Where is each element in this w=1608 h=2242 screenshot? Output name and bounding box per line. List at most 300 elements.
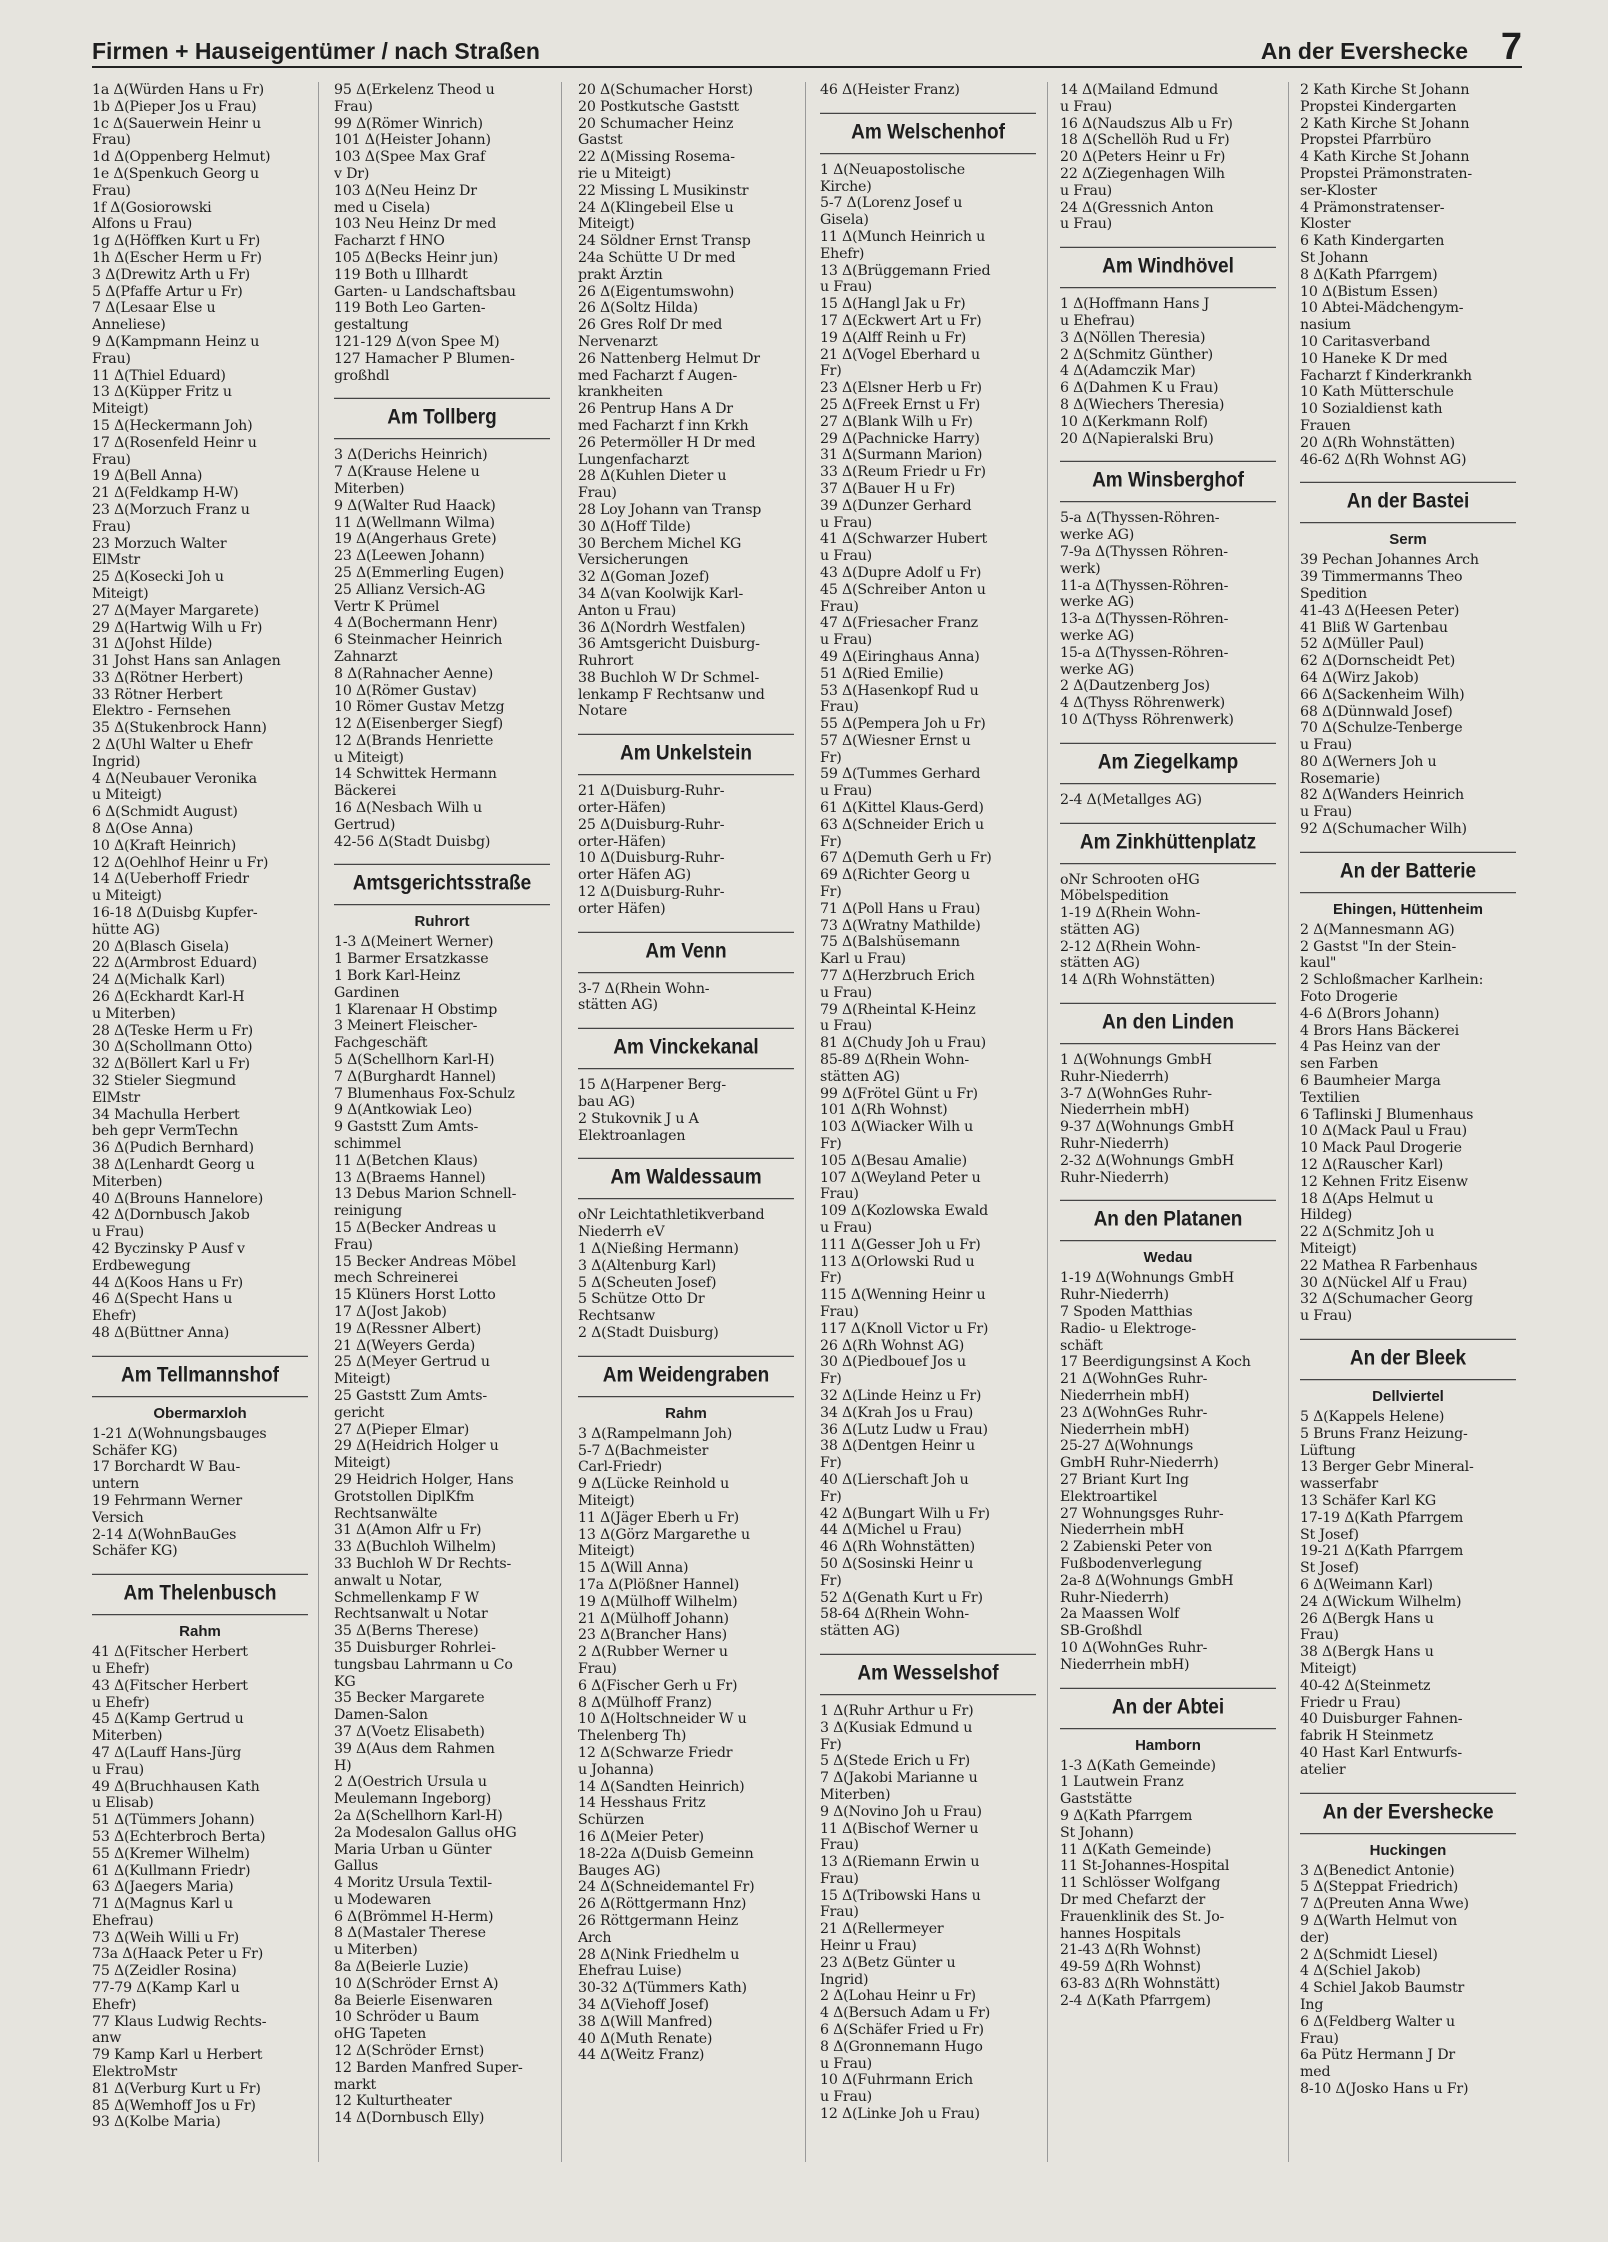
entry-line: 30 Δ(Piedbouef Jos u: [820, 1354, 966, 1371]
entry-line: 41 Δ(Schwarzer Hubert: [820, 531, 987, 548]
entry-line: 80 Δ(Werners Joh u: [1300, 753, 1437, 770]
entry-line: 23 Δ(Brancher Hans): [578, 1627, 727, 1644]
entry-line: Ehefr): [820, 245, 865, 262]
entry-line: 9 Δ(Warth Helmut von: [1300, 1912, 1458, 1929]
entry-line: 1 Δ(Wohnungs GmbH: [1060, 1052, 1212, 1069]
entry-line: Ruhr-Niederrh): [1060, 1287, 1169, 1304]
entry-line: 24 Δ(Gressnich Anton: [1060, 199, 1214, 216]
entry-line: u Frau): [1300, 737, 1353, 754]
entry-line: 12 Kulturtheater: [334, 2093, 452, 2110]
entry-line: 37 Δ(Bauer H u Fr): [820, 480, 956, 497]
entry-line: 19 Δ(Ressner Albert): [334, 1320, 482, 1337]
entry-line: 109 Δ(Kozlowska Ewald: [820, 1203, 989, 1220]
entry-line: 33 Δ(Rötner Herbert): [92, 669, 244, 686]
column-divider: [805, 82, 806, 2162]
entry-line: 10 Römer Gustav Metzg: [334, 699, 505, 716]
entry-line: 8-10 Δ(Josko Hans u Fr): [1300, 2080, 1469, 2097]
entry-line: 17-19 Δ(Kath Pfarrgem: [1300, 1509, 1464, 1526]
entry-line: 26 Δ(Eckhardt Karl-H: [92, 989, 245, 1006]
entry-line: 50 Δ(Sosinski Heinr u: [820, 1555, 974, 1572]
entry-line: 1-19 Δ(Wohnungs GmbH: [1060, 1270, 1234, 1287]
entry-line: 1d Δ(Oppenberg Helmut): [92, 149, 271, 166]
entry-line: 10 Δ(Kerkmann Rolf): [1060, 413, 1208, 430]
entry-line: 32 Stieler Siegmund: [92, 1073, 236, 1090]
entry-line: Fr): [820, 749, 842, 766]
entry-line: 4 Δ(Adamczik Mar): [1060, 363, 1196, 380]
entry-line: 2 Schloßmacher Karlhein:: [1300, 972, 1484, 989]
entry-line: 1c Δ(Sauerwein Heinr u: [92, 115, 261, 132]
entry-line: 25 Allianz Versich-AG: [334, 581, 486, 598]
entry-line: 2a Modesalon Gallus oHG: [334, 1824, 517, 1841]
entry-line: 33 Rötner Herbert: [92, 686, 223, 703]
entry-line: 11 Δ(Wellmann Wilma): [334, 514, 495, 531]
entry-line: 46 Δ(Specht Hans u: [92, 1291, 233, 1308]
entry-line: 35 Δ(Berns Therese): [334, 1623, 479, 1640]
entry-line: 11 Schlösser Wolfgang: [1060, 1875, 1221, 1892]
entry-line: 10 Δ(Kraft Heinrich): [92, 837, 237, 854]
entry-line: 14 Δ(Mailand Edmund: [1060, 82, 1219, 98]
entry-line: Frau): [1300, 2030, 1339, 2047]
entry-line: 1-21 Δ(Wohnungsbauges: [92, 1425, 267, 1442]
entry-line: 6 Steinmacher Heinrich: [334, 632, 503, 649]
entry-line: 77 Δ(Herzbruch Erich: [820, 968, 975, 985]
entry-line: Miterben): [92, 1173, 163, 1190]
street-heading: An der Bleek: [1300, 1339, 1516, 1380]
entry-line: 25 Δ(Emmerling Eugen): [334, 564, 505, 581]
entry-line: 22 Δ(Schmitz Joh u: [1300, 1224, 1435, 1241]
entry-line: Maria Urban u Günter: [334, 1841, 492, 1858]
entry-line: reinigung: [334, 1203, 403, 1220]
entry-line: werke AG): [1060, 527, 1135, 544]
entry-line: 75 Δ(Balshüsemann: [820, 934, 960, 951]
column-divider: [561, 82, 562, 2162]
column-divider: [318, 82, 319, 2162]
entry-line: 5 Δ(Pfaffe Artur u Fr): [92, 283, 243, 300]
entry-line: 23 Δ(Morzuch Franz u: [92, 501, 250, 518]
entry-line: fabrik H Steinmetz: [1300, 1728, 1434, 1745]
entry-line: Miterben): [92, 1728, 163, 1745]
entry-line: 93 Δ(Kolbe Maria): [92, 2114, 221, 2131]
entry-line: 10 Abtei-Mädchengym-: [1300, 300, 1464, 317]
entry-line: der): [1300, 1929, 1329, 1946]
entry-line: 47 Δ(Lauff Hans-Jürg: [92, 1744, 242, 1761]
entry-line: mech Schreinerei: [334, 1270, 459, 1287]
entry-line: 2-12 Δ(Rhein Wohn-: [1060, 938, 1201, 955]
entry-line: ElMstr: [92, 1089, 140, 1106]
entry-line: 32 Δ(Böllert Karl u Fr): [92, 1056, 250, 1073]
entry-line: u Miteigt): [92, 888, 162, 905]
entry-line: 2 Δ(Rubber Werner u: [578, 1644, 728, 1661]
entry-line: beh gepr VermTechn: [92, 1123, 238, 1140]
entry-line: 21-43 Δ(Rh Wohnst): [1060, 1942, 1201, 1959]
entry-line: 3 Δ(Altenburg Karl): [578, 1257, 717, 1274]
entry-line: 42 Δ(Dornbusch Jakob: [92, 1207, 250, 1224]
entry-line: 2-4 Δ(Metallges AG): [1060, 791, 1202, 808]
entry-line: 18 Δ(Aps Helmut u: [1300, 1190, 1434, 1207]
entry-line: Bauges AG): [578, 1862, 661, 1879]
entry-line: u Miterben): [334, 1942, 418, 1959]
entry-line: oNr Leichtathletikverband: [578, 1207, 765, 1224]
entry-line: 6 Δ(Dahmen K u Frau): [1060, 380, 1219, 397]
entry-line: 2 Δ(Mannesmann AG): [1300, 921, 1455, 938]
entry-line: Bäckerei: [334, 783, 396, 800]
entry-line: 14 Hesshaus Fritz: [578, 1795, 706, 1812]
entry-line: 40 Duisburger Fahnen-: [1300, 1711, 1463, 1728]
entry-line: 40 Hast Karl Entwurfs-: [1300, 1744, 1462, 1761]
entry-line: 61 Δ(Kullmann Friedr): [92, 1862, 251, 1879]
column-4: [820, 82, 1036, 2222]
entry-line: 14 Schwittek Hermann: [334, 766, 497, 783]
entry-line: Gertrud): [334, 816, 396, 833]
entry-line: 1e Δ(Spenkuch Georg u: [92, 165, 259, 182]
entry-line: 1-3 Δ(Meinert Werner): [334, 934, 494, 951]
entry-line: Ing: [1300, 1996, 1324, 2013]
entry-line: anw: [92, 2030, 122, 2047]
entry-line: 34 Δ(van Koolwijk Karl-: [578, 585, 744, 602]
entry-line: 15-a Δ(Thyssen-Röhren-: [1060, 644, 1229, 661]
entry-line: 36 Amtsgericht Duisburg-: [578, 636, 760, 653]
entry-line: 61 Δ(Kittel Klaus-Gerd): [820, 800, 984, 817]
entry-line: 44 Δ(Koos Hans u Fr): [92, 1274, 244, 1291]
entry-line: u Frau): [1060, 182, 1113, 199]
entry-line: 3 Δ(Derichs Heinrich): [334, 447, 488, 464]
entry-line: 24 Δ(Klingebeil Else u: [578, 199, 734, 216]
entry-line: 26 Δ(Soltz Hilda): [578, 300, 698, 317]
entry-line: 26 Petermöller H Dr med: [578, 434, 756, 451]
entry-line: stätten AG): [1060, 921, 1140, 938]
entry-line: 30 Δ(Nückel Alf u Frau): [1300, 1274, 1468, 1291]
entry-line: 2 Kath Kirche St Johann: [1300, 115, 1470, 132]
entry-line: Ehefrau): [92, 1912, 154, 1929]
entry-line: 20 Δ(Rh Wohnstätten): [1300, 434, 1456, 451]
entry-line: 3 Δ(Kusiak Edmund u: [820, 1719, 973, 1736]
entry-line: Frau): [92, 451, 131, 468]
entry-line: 29 Δ(Heidrich Holger u: [334, 1438, 499, 1455]
entry-line: Schürzen: [578, 1812, 645, 1829]
entry-line: med Facharzt f inn Krkh: [578, 417, 749, 434]
street-heading: An der Batterie: [1300, 852, 1516, 893]
street-heading: Am Winsberghof: [1060, 461, 1276, 502]
street-heading: Am Tellmannshof: [92, 1356, 308, 1397]
entry-line: 4 Δ(Neubauer Veronika: [92, 770, 257, 787]
entry-line: 119 Both Leo Garten-: [334, 300, 486, 317]
entry-line: med u Cisela): [334, 199, 431, 216]
entry-line: Frau): [334, 1236, 373, 1253]
entry-line: Gaststätte: [1060, 1791, 1133, 1808]
entry-line: 12 Barden Manfred Super-: [334, 2059, 523, 2076]
entry-line: Anton u Frau): [578, 602, 677, 619]
entry-line: 7 Δ(Burghardt Hannel): [334, 1068, 496, 1085]
entry-line: 1 Klarenaar H Obstimp: [334, 1001, 498, 1018]
entry-line: 7 Blumenhaus Fox-Schulz: [334, 1085, 515, 1102]
entry-line: 23 Δ(Leewen Johann): [334, 548, 485, 565]
entry-line: 26 Δ(Rh Wohnst AG): [820, 1337, 965, 1354]
entry-line: Fr): [820, 884, 842, 901]
entry-line: Lüftung: [1300, 1442, 1356, 1459]
entry-line: 79 Kamp Karl u Herbert: [92, 2047, 263, 2064]
entry-line: Grotstollen DiplKfm: [334, 1488, 475, 1505]
column-3: [578, 82, 794, 2222]
entry-line: 21 Δ(Mülhoff Johann): [578, 1610, 729, 1627]
entry-line: 1 Barmer Ersatzkasse: [334, 951, 489, 968]
entry-line: 31 Johst Hans san Anlagen: [92, 653, 281, 670]
entry-line: 36 Δ(Pudich Bernhard): [92, 1140, 254, 1157]
entry-line: werk): [1060, 560, 1101, 577]
entry-line: 17 Δ(Jost Jakob): [334, 1304, 447, 1320]
entry-line: Frau): [820, 699, 859, 716]
entry-line: 38 Δ(Will Manfred): [578, 2013, 713, 2030]
entry-line: ser-Kloster: [1300, 182, 1377, 199]
entry-line: werke AG): [1060, 627, 1135, 644]
entry-line: 12 Δ(Linke Joh u Frau): [820, 2106, 980, 2123]
entry-line: Gallus: [334, 1858, 379, 1875]
district-subheading: Rahm: [179, 1623, 221, 1641]
entry-line: 21 Δ(Duisburg-Ruhr-: [578, 783, 725, 800]
entry-line: Fr): [820, 1371, 842, 1388]
entry-line: Garten- u Landschaftsbau: [334, 283, 516, 300]
entry-line: 3 Δ(Nöllen Theresia): [1060, 329, 1206, 346]
entry-line: Miterben): [820, 1786, 891, 1803]
entry-line: 5 Δ(Kappels Helene): [1300, 1409, 1445, 1425]
entry-line: 24 Δ(Schneidemantel Fr): [578, 1879, 755, 1896]
entry-line: 24 Δ(Michalk Karl): [92, 972, 225, 989]
entry-line: Rechtsanw: [578, 1308, 656, 1325]
entry-line: H): [334, 1757, 352, 1774]
entry-line: 30-32 Δ(Tümmers Kath): [578, 1980, 747, 1997]
entry-line: u Johanna): [578, 1761, 654, 1778]
entry-line: Frau): [334, 98, 373, 115]
entry-line: 2 Δ(Schmitz Günther): [1060, 346, 1213, 363]
entry-line: Frau): [578, 1660, 617, 1677]
entry-line: u Elisab): [92, 1795, 154, 1812]
entry-line: 43 Δ(Dupre Adolf u Fr): [820, 564, 982, 581]
header-rule: [92, 66, 1522, 68]
entry-line: Fr): [820, 1572, 842, 1589]
entry-line: Vertr K Prümel: [334, 598, 440, 615]
entry-line: Fr): [820, 1270, 842, 1287]
entry-line: 10 Kath Mütterschule: [1300, 384, 1454, 401]
entry-line: 39 Pechan Johannes Arch: [1300, 552, 1479, 569]
entry-line: Gardinen: [334, 984, 400, 1001]
entry-line: Ingrid): [820, 1971, 869, 1988]
entry-line: 20 Δ(Peters Heinr u Fr): [1060, 149, 1226, 166]
entry-line: Propstei Pfarrbüro: [1300, 132, 1432, 149]
entry-line: Elektroartikel: [1060, 1488, 1158, 1505]
entry-line: Propstei Prämonstraten-: [1300, 165, 1472, 182]
entry-line: sen Farben: [1300, 1056, 1379, 1073]
entry-line: 63-83 Δ(Rh Wohnstätt): [1060, 1975, 1221, 1992]
entry-line: gestaltung: [334, 317, 409, 334]
entry-line: Miteigt): [578, 1543, 635, 1560]
entry-line: 107 Δ(Weyland Peter u: [820, 1169, 981, 1186]
entry-line: 11 Δ(Betchen Klaus): [334, 1152, 478, 1169]
entry-line: 13 Berger Gebr Mineral-: [1300, 1459, 1474, 1476]
entry-line: prakt Ärztin: [578, 266, 663, 283]
entry-line: 6 Δ(Feldberg Walter u: [1300, 2013, 1455, 2030]
entry-line: 111 Δ(Gesser Joh u Fr): [820, 1236, 981, 1253]
entry-line: 26 Gres Rolf Dr med: [578, 317, 723, 334]
entry-line: 8 Δ(Mastaler Therese: [334, 1925, 486, 1942]
entry-line: 20 Δ(Napieralski Bru): [1060, 430, 1214, 447]
entry-line: 24 Söldner Ernst Transp: [578, 233, 751, 250]
entry-line: hütte AG): [92, 921, 160, 938]
street-heading: An der Abtei: [1060, 1687, 1276, 1728]
entry-line: 38 Δ(Bergk Hans u: [1300, 1644, 1434, 1661]
entry-line: 31 Δ(Surmann Marion): [820, 447, 983, 464]
entry-line: Miteigt): [334, 1371, 391, 1388]
entry-line: ElektroMstr: [92, 2064, 178, 2081]
entry-line: 117 Δ(Knoll Victor u Fr): [820, 1320, 989, 1337]
entry-line: 4-6 Δ(Brors Johann): [1300, 1005, 1440, 1022]
entry-line: 14 Δ(Rh Wohnstätten): [1060, 972, 1216, 989]
entry-line: 16 Δ(Naudszus Alb u Fr): [1060, 115, 1233, 132]
entry-line: 38 Δ(Lenhardt Georg u: [92, 1157, 255, 1173]
entry-line: 8 Δ(Wiechers Theresia): [1060, 396, 1225, 413]
entry-line: Lungenfacharzt: [578, 451, 689, 468]
entry-line: 4 Δ(Thyss Röhrenwerk): [1060, 695, 1225, 712]
entry-line: u Miterben): [92, 1005, 176, 1022]
entry-line: 24a Schütte U Dr med: [578, 249, 736, 266]
entry-line: u Ehefr): [92, 1660, 150, 1677]
entry-line: 5 Δ(Scheuten Josef): [578, 1274, 717, 1291]
entry-line: 82 Δ(Wanders Heinrich: [1300, 787, 1464, 804]
entry-line: St Johann: [1300, 249, 1369, 266]
entry-line: 95 Δ(Erkelenz Theod u: [334, 82, 495, 98]
entry-line: 11 St-Johannes-Hospital: [1060, 1858, 1230, 1875]
entry-line: Dr med Chefarzt der: [1060, 1891, 1206, 1908]
entry-line: Miteigt): [92, 585, 149, 602]
entry-line: stätten AG): [578, 997, 658, 1014]
entry-line: 1 Lautwein Franz: [1060, 1774, 1184, 1791]
entry-line: 19 Δ(Angerhaus Grete): [334, 531, 497, 548]
entry-line: 4 Pas Heinz van der: [1300, 1039, 1440, 1056]
entry-line: 23 Δ(Elsner Herb u Fr): [820, 380, 982, 397]
entry-line: atelier: [1300, 1761, 1346, 1778]
entry-line: 31 Δ(Johst Hilde): [92, 636, 213, 653]
entry-line: 8a Δ(Beierle Luzie): [334, 1959, 469, 1976]
entry-line: 101 Δ(Rh Wohnst): [820, 1102, 948, 1119]
entry-line: Notare: [578, 703, 628, 720]
entry-line: SB-Großhdl: [1060, 1623, 1143, 1640]
entry-line: 4 Δ(Bochermann Henr): [334, 615, 498, 632]
entry-line: 7 Spoden Matthias: [1060, 1304, 1193, 1321]
entry-line: 43 Δ(Fitscher Herbert: [92, 1677, 248, 1694]
entry-line: 46 Δ(Heister Franz): [820, 82, 960, 98]
entry-line: 36 Δ(Lutz Ludw u Frau): [820, 1421, 988, 1438]
entry-line: Versicherungen: [578, 552, 689, 569]
entry-line: 12 Δ(Brands Henriette: [334, 732, 494, 749]
entry-line: 2-14 Δ(WohnBauGes: [92, 1526, 237, 1543]
entry-line: 7 Δ(Krause Helene u: [334, 464, 480, 481]
entry-line: 9 Δ(Kampmann Heinz u: [92, 333, 260, 350]
entry-line: 22 Mathea R Farbenhaus: [1300, 1257, 1478, 1274]
entry-line: Miteigt): [1300, 1241, 1357, 1258]
entry-line: 75 Δ(Zeidler Rosina): [92, 1963, 237, 1980]
entry-line: 13 Δ(Görz Margarethe u: [578, 1526, 750, 1543]
street-heading: Am Weidengraben: [578, 1356, 794, 1397]
entry-line: 8 Δ(Ose Anna): [92, 821, 194, 838]
entry-line: KG: [334, 1673, 356, 1690]
entry-line: 53 Δ(Hasenkopf Rud u: [820, 682, 979, 699]
entry-line: 20 Δ(Schumacher Horst): [578, 82, 753, 98]
entry-line: Nervenarzt: [578, 333, 658, 350]
entry-line: Thelenberg Th): [578, 1728, 687, 1745]
entry-line: 64 Δ(Wirz Jakob): [1300, 669, 1419, 686]
district-subheading: Ruhrort: [414, 913, 470, 931]
entry-line: 33 Δ(Reum Friedr u Fr): [820, 464, 986, 481]
entry-line: 17a Δ(Plößner Hannel): [578, 1576, 740, 1593]
entry-line: 69 Δ(Richter Georg u: [820, 867, 970, 884]
entry-line: 25-27 Δ(Wohnungs: [1060, 1438, 1194, 1455]
entry-line: Frau): [578, 485, 617, 502]
entry-line: 28 Loy Johann van Transp: [578, 501, 762, 518]
entry-line: 11 Δ(Thiel Eduard): [92, 367, 226, 384]
district-subheading: Ehingen, Hüttenheim: [1333, 900, 1483, 918]
entry-line: Versich: [92, 1509, 144, 1526]
entry-line: 27 Δ(Pieper Elmar): [334, 1421, 470, 1438]
entry-line: 10 Δ(Schröder Ernst A): [334, 1975, 499, 1992]
entry-line: Spedition: [1300, 585, 1367, 602]
entry-line: Elektro - Fernsehen: [92, 703, 231, 720]
entry-line: u Frau): [820, 2089, 873, 2106]
entry-line: 14 Δ(Ueberhoff Friedr: [92, 871, 249, 888]
entry-line: med: [1300, 2064, 1331, 2081]
entry-line: 22 Δ(Missing Rosema-: [578, 149, 735, 166]
entry-line: 12 Kehnen Fritz Eisenw: [1300, 1173, 1468, 1190]
entry-line: v Dr): [334, 165, 370, 182]
entry-line: 67 Δ(Demuth Gerh u Fr): [820, 850, 992, 867]
column-5: [1060, 82, 1276, 2222]
entry-line: 8 Δ(Rahnacher Aenne): [334, 665, 494, 682]
entry-line: 1f Δ(Gosiorowski: [92, 199, 212, 216]
entry-line: 21 Δ(Weyers Gerda): [334, 1337, 476, 1354]
district-subheading: Dellviertel: [1372, 1388, 1444, 1405]
entry-line: u Miteigt): [334, 749, 404, 766]
entry-line: 41 Bliß W Gartenbau: [1300, 619, 1448, 636]
entry-line: 15 Klüners Horst Lotto: [334, 1287, 496, 1304]
entry-line: Möbelspedition: [1060, 888, 1169, 905]
entry-line: 40-42 Δ(Steinmetz: [1300, 1677, 1431, 1694]
entry-line: 9 Δ(Kath Pfarrgem: [1060, 1807, 1193, 1824]
entry-line: 19 Fehrmann Werner: [92, 1492, 242, 1509]
entry-line: Niederrhein mbH): [1060, 1102, 1190, 1119]
entry-line: Kloster: [1300, 216, 1351, 233]
entry-line: 62 Δ(Dornscheidt Pet): [1300, 653, 1456, 670]
street-heading: Am Zinkhüttenplatz: [1060, 822, 1276, 863]
entry-line: Miteigt): [578, 216, 635, 233]
entry-line: 15 Δ(Tribowski Hans u: [820, 1887, 981, 1904]
entry-line: u Frau): [820, 783, 873, 800]
entry-line: u Frau): [1300, 804, 1353, 821]
entry-line: 29 Δ(Pachnicke Harry): [820, 430, 980, 447]
entry-line: 32 Δ(Linde Heinz u Fr): [820, 1387, 982, 1404]
entry-line: 103 Δ(Neu Heinz Dr: [334, 182, 477, 199]
entry-line: kaul": [1300, 955, 1337, 972]
entry-line: 21 Δ(WohnGes Ruhr-: [1060, 1371, 1208, 1388]
entry-line: 63 Δ(Jaegers Maria): [92, 1879, 234, 1896]
district-subheading: Rahm: [665, 1404, 707, 1422]
entry-line: 12 Δ(Eisenberger Siegf): [334, 716, 504, 733]
entry-line: 70 Δ(Schulze-Tenberge: [1300, 720, 1463, 737]
entry-line: 14 Δ(Sandten Heinrich): [578, 1778, 745, 1795]
entry-line: Friedr u Frau): [1300, 1694, 1401, 1711]
entry-line: 34 Machulla Herbert: [92, 1106, 240, 1123]
entry-line: 28 Δ(Teske Herm u Fr): [92, 1022, 254, 1039]
entry-line: GmbH Ruhr-Niederrh): [1060, 1455, 1219, 1472]
entry-line: 105 Δ(Besau Amalie): [820, 1152, 967, 1169]
entry-line: 49 Δ(Eiringhaus Anna): [820, 648, 980, 665]
entry-line: 26 Nattenberg Helmut Dr: [578, 350, 760, 367]
